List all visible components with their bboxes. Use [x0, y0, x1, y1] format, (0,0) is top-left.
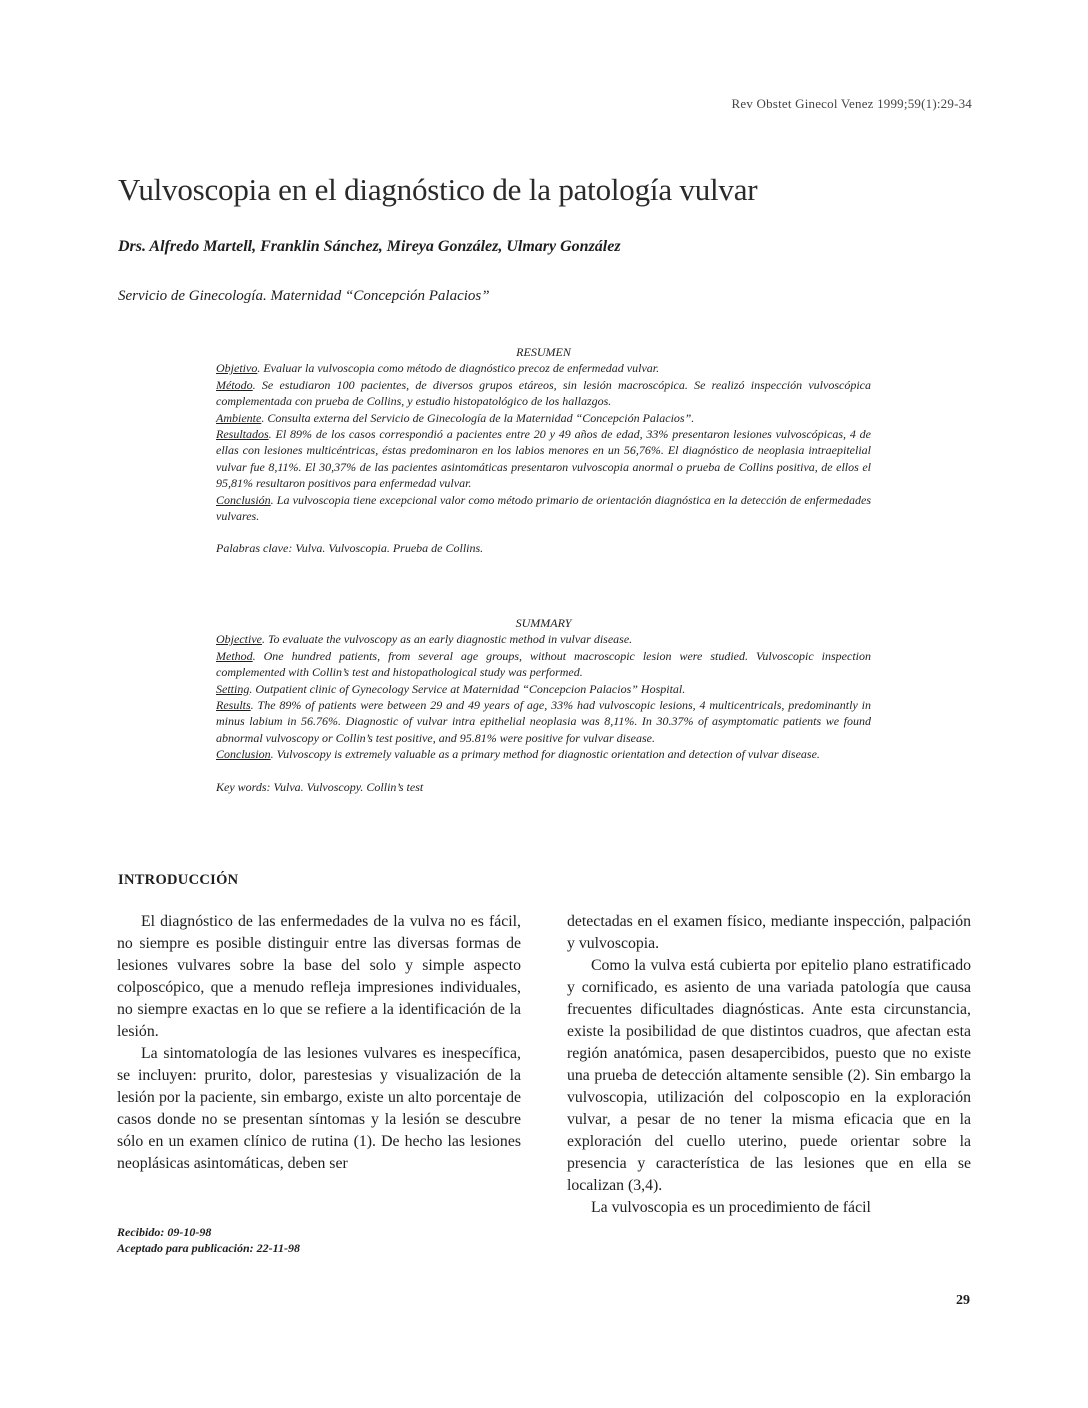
resumen-section: [216, 344, 871, 557]
resumen-heading: RESUMEN: [516, 345, 571, 359]
metodo-label: Método: [216, 377, 253, 392]
summary-heading: SUMMARY: [515, 616, 572, 630]
summary-method: [216, 648, 871, 681]
resumen-resultados: [216, 426, 871, 492]
method-text: . One hundred patients, from several age groups, without macroscopic lesion were studied. Vulvoscopic inspection complemented with Collin’s test and histopathological study was performed.: [216, 648, 871, 680]
resumen-metodo: [216, 377, 871, 410]
results-text: . The 89% of patients were between 29 and 49 years of age, 33% had vulvoscopic lesions, 4 multicentricals, predominantly in minus labium in 56.76%. Diagnostic of vulvar intra epithelial neoplasia was 8,11%. In 30.37% of asymptomatic patients we found abnormal vulvoscopy or Collin’s test positive, and 95.81% were positive for vulvar disease.: [216, 698, 871, 745]
conclusion-label-en: Conclusion: [216, 747, 271, 762]
journal-citation: Rev Obstet Ginecol Venez 1999;59(1):29-34: [731, 96, 972, 111]
ambiente-label: Ambiente: [216, 410, 262, 425]
method-label: Method: [216, 648, 253, 663]
body-column-right: [567, 911, 971, 1219]
summary-setting: [216, 681, 871, 697]
summary-section: [216, 615, 871, 795]
results-label: Results: [216, 698, 251, 713]
intro-paragraph-2: La sintomatología de las lesiones vulvares es inespecífica, se incluyen: prurito, dolor, parestesias y visualización de la lesión por la paciente, sin embargo, existe un alto porcentaje de casos donde no se presentan síntomas y la lesión se descubre sólo en un examen clínico de rutina (1). De hecho las lesiones neoplásicas asintomáticas, deben ser: [117, 1045, 521, 1172]
setting-label: Setting: [216, 681, 250, 696]
metodo-text: . Se estudiaron 100 pacientes, de diversos grupos etáreos, sin lesión macroscópica. Se realizó inspección vulvoscópica complementada con prueba de Collins, y estudio histopatológico de los hallazgos.: [216, 377, 871, 409]
resumen-conclusion: [216, 492, 871, 525]
objective-text: . To evaluate the vulvoscopy as an early diagnostic method in vulvar disease.: [261, 632, 633, 647]
intro-heading: INTRODUCCIÓN: [118, 872, 239, 888]
resultados-text: . El 89% de los casos correspondió a pacientes entre 20 y 49 años de edad, 33% presentaron lesiones vulvoscópicas, 4 de ellas con lesiones multicéntricas, éstas predominaron en los labios menores en un 56,76%. El diagnóstico de neoplasia intraepitelial vulvar fue 8,11%. El 30,37% de las pacientes asintomáticas presentaron vulvoscopia anormal o prueba de Collins positiva, de ellos el 95,81% resultaron positivos para enfermedad vulvar.: [216, 427, 871, 491]
dates-note: [117, 1224, 300, 1256]
setting-text: . Outpatient clinic of Gynecology Service at Maternidad “Concepcion Palacios” Hospital.: [249, 681, 686, 696]
summary-results: [216, 697, 871, 746]
resumen-ambiente: [216, 410, 871, 426]
page-number: 29: [956, 1293, 970, 1308]
conclusion-text: . La vulvoscopia tiene excepcional valor como método primario de orientación diagnóstica en la detección de enfermedades vulvares.: [216, 492, 871, 524]
received-date: Recibido: 09-10-98: [117, 1225, 212, 1239]
affiliation: Servicio de Ginecología. Maternidad “Concepción Palacios”: [118, 288, 490, 304]
accepted-date: Aceptado para publicación: 22-11-98: [117, 1241, 300, 1255]
intro-paragraph-4: La vulvoscopia es un procedimiento de fácil: [591, 1199, 871, 1216]
resultados-label: Resultados: [216, 427, 269, 442]
conclusion-text-en: . Vulvoscopy is extremely valuable as a primary method for diagnostic orientation and detection of vulvar disease.: [270, 747, 820, 762]
resumen-objetivo: [216, 360, 871, 376]
palabras-clave: Palabras clave: Vulva. Vulvoscopia. Prueba de Collins.: [216, 541, 484, 556]
ambiente-text: . Consulta externa del Servicio de Ginecología de la Maternidad “Concepción Palacios”.: [261, 410, 695, 425]
intro-paragraph-3: Como la vulva está cubierta por epitelio plano estratificado y cornificado, es asiento de una variada patología que causa frecuentes dificultades diagnósticas. Ante esta circunstancia, existe la posibilidad de que distintos cuadros, que afectan esta región anatómica, pasen desapercibidos, puesto que no existe una prueba de detección altamente sensible (2). Sin embargo la vulvoscopia, utilización del colposcopio en la exploración vulvar, a pesar de no tener la misma eficacia que en la exploración del cuello uterino, puede orientar sobre la presencia y característica de las lesiones que en ella se localizan (3,4).: [567, 957, 971, 1194]
objective-label: Objective: [216, 632, 262, 647]
conclusion-label: Conclusión: [216, 492, 271, 507]
objetivo-label: Objetivo: [216, 361, 258, 376]
intro-paragraph-1: El diagnóstico de las enfermedades de la vulva no es fácil, no siempre es posible distinguir entre las diversas formas de lesiones vulvares sobre la base del solo y simple aspecto colposcópico, que a menudo refleja impresiones individuales, no siempre exactas en lo que se refiere a la identificación de la lesión.: [117, 913, 521, 1040]
summary-objective: [216, 631, 871, 647]
objetivo-text: . Evaluar la vulvoscopia como método de diagnóstico precoz de enfermedad vulvar.: [257, 361, 660, 376]
summary-conclusion: [216, 746, 871, 762]
intro-paragraph-continued: detectadas en el examen físico, mediante inspección, palpación y vulvoscopia.: [567, 913, 971, 952]
author-list: Drs. Alfredo Martell, Franklin Sánchez, Mireya González, Ulmary González: [118, 238, 621, 255]
article-title: Vulvoscopia en el diagnóstico de la patología vulvar: [118, 172, 758, 207]
key-words: Key words: Vulva. Vulvoscopy. Collin’s test: [216, 779, 424, 794]
body-column-left: [117, 911, 521, 1175]
